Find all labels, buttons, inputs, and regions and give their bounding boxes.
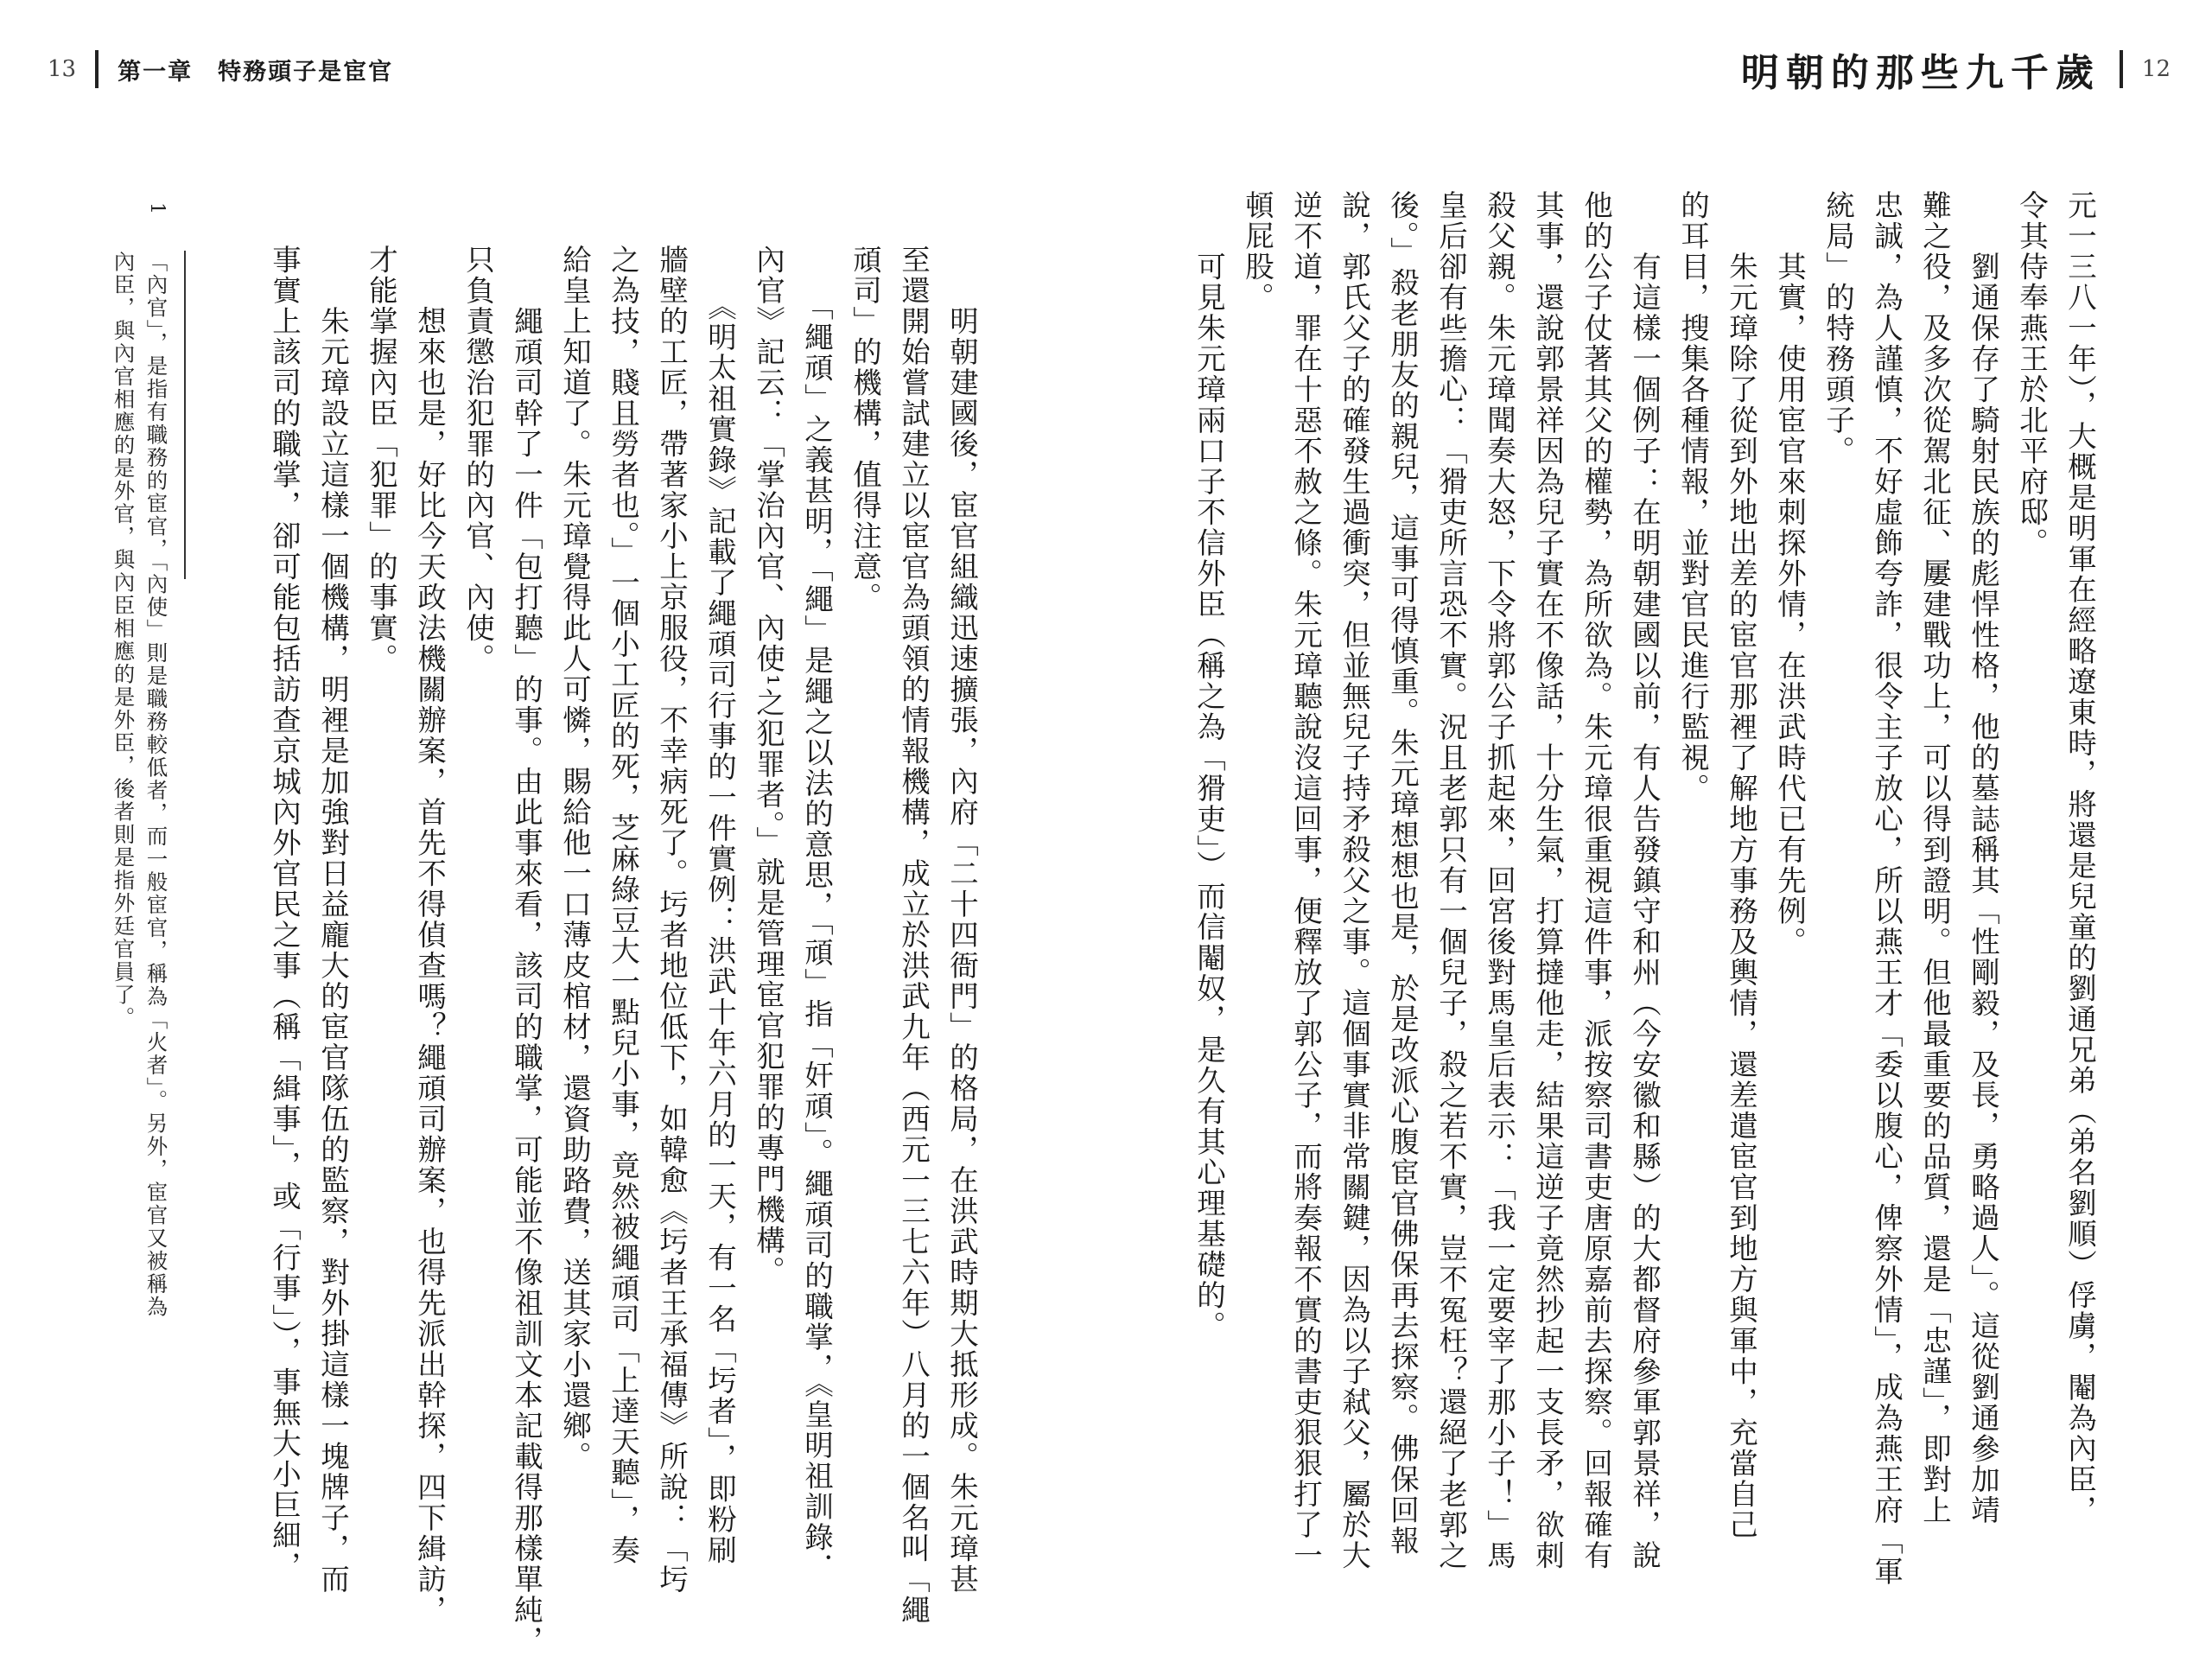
left-page-number: 13 [48,56,77,82]
right-page [1106,0,2212,1588]
right-text-column-4: 難之役，及多次從駕北征、屢建戰功上，可以得到證明。但他最重要的品質，還是「忠謹」，即對上 [1917,190,1952,1526]
header-divider [95,50,99,88]
header-divider [2120,50,2123,88]
right-page-header [1740,50,2171,95]
footnote-line-1: 「內官」，是指有職務的宦官，「內使」則是職務較低者，而一般宦官，稱為「火者」。另外，宦官又被稱為 [143,251,169,1319]
right-text-column-12: 其事，還說郭景祥因為兒子實在不像話，十分生氣，打算撻他走，結果這逆子竟然抄起一支長矛，欲刺 [1530,190,1565,1571]
left-text-column-11: 只負責懲治犯罪的內官、內使。 [461,245,495,674]
right-text-column-9: 的耳目，搜集各種情報，並對官民進行監視。 [1675,190,1710,804]
right-text-column-7: 其實，使用宦官來刺探外情，在洪武時代已有先例。 [1772,190,1807,958]
right-text-column-8: 朱元璋除了從到外地出差的宦官那裡了解地方事務及輿情，還差遣宦官到地方與軍中，充當自己 [1724,190,1758,1540]
right-text-column-14: 皇后卻有些擔心：「猾吏所言恐不實。況且老郭只有一個兒子，殺之若不實，豈不冤枉？還絕了老郭之 [1433,190,1468,1571]
left-text-column-3: 頑司」的機構，值得注意。 [848,245,882,613]
footnote-number: 1 [146,202,168,216]
right-text-column-10: 有這樣一個例子：在明朝建國以前，有人告發鎮守和州（今安徽和縣）的大都督府參軍郭景祥，說 [1627,190,1662,1571]
footnote-rule [184,251,186,579]
right-text-column-13: 殺父親。朱元璋聞奏大怒，下令將郭公子抓起來，回宮後對馬皇后表示：「我一定要宰了那小子！」馬 [1482,190,1516,1571]
left-text-column-12: 想來也是，好比今天政法機關辦案，首先不得偵查嗎？繩頑司辦案，也得先派出幹探，四下緝訪， [412,245,447,1626]
left-text-column-15: 事實上該司的職掌，卻可能包括訪查京城內外官民之事（稱「緝事」，或「行事」），事無大小巨細， [267,245,302,1583]
chapter-title: 第一章 特務頭子是宦官 [118,58,394,86]
left-text-column-5: 內官》記云：「掌治內官、內使¹之犯罪者。」就是管理宦官犯罪的專門機構。 [751,245,785,1287]
right-text-column-18: 頓屁股。 [1240,190,1274,313]
left-text-column-1: 明朝建國後，宦官組織迅速擴張，內府「二十四衙門」的格局，在洪武時期大抵形成。朱元璋甚 [944,245,979,1595]
right-text-column-1: 元一三八一年），大概是明軍在經略遼東時，將還是兒童的劉通兄弟（弟名劉順）俘虜，閹為內臣， [2063,190,2097,1526]
right-text-column-19: 可見朱元璋兩口子不信外臣（稱之為「猾吏」）而信閹奴，是久有其心理基礎的。 [1192,190,1226,1342]
right-page-number: 12 [2141,56,2171,82]
footnote-line-2: 內臣，與內官相應的是外官，與內臣相應的是外臣，後者則是指外廷官員了。 [111,251,137,1029]
right-text-column-15: 後。」殺老朋友的親兒，這事可得慎重。朱元璋想想也是，於是改派心腹宦官佛保再去探察。佛保回報 [1385,190,1420,1557]
left-page-header [48,50,393,88]
right-text-column-3: 劉通保存了騎射民族的彪悍性格，他的墓誌稱其「性剛毅，及長，勇略過人」。這從劉通參加靖 [1966,190,2000,1526]
left-text-column-14: 朱元璋設立這樣一個機構，明裡是加強對日益龐大的宦官隊伍的監察，對外掛這樣一塊牌子，而 [315,245,350,1595]
right-text-column-6: 統局」的特務頭子。 [1821,190,1855,467]
left-text-column-10: 繩頑司幹了一件「包打聽」的事。由此事來看，該司的職掌，可能並不像祖訓文本記載得那樣單純， [509,245,543,1656]
right-text-column-11: 他的公子仗著其父的權勢，為所欲為。朱元璋很重視這件事，派按察司書吏唐原嘉前去探察。回報確有 [1579,190,1613,1571]
left-text-column-6: 《明太祖實錄》記載了繩頑司行事的一件實例：洪武十年六月的一天，有一名「圬者」，即粉刷 [702,245,737,1566]
left-text-column-2: 至還開始嘗試建立以宦官為頭領的情報機構，成立於洪武九年（西元一三七六年）八月的一個名叫「繩 [896,245,931,1626]
left-text-column-4: 「繩頑」之義甚明，「繩」是繩之以法的意思，「頑」指「奸頑」。繩頑司的職掌，《皇明祖訓錄． [799,245,834,1584]
left-text-column-8: 之為技，賤且勞者也。」一個小工匠的死，芝麻綠豆大一點兒小事，竟然被繩頑司「上達天聽」，奏 [606,245,640,1566]
left-text-column-13: 才能掌握內臣「犯罪」的事實。 [364,245,398,674]
left-text-column-9: 給皇上知道了。朱元璋覺得此人可憐，賜給他一口薄皮棺材，還資助路費，送其家小還鄉。 [557,245,592,1472]
left-text-column-7: 牆壁的工匠，帶著家小上京服役，不幸病死了。圬者地位低下，如韓愈《圬者王承福傳》所說：「圬 [654,245,689,1595]
right-text-column-2: 令其侍奉燕王於北平府邸。 [2014,190,2049,558]
right-text-column-17: 逆不道，罪在十惡不赦之條。朱元璋聽說沒這回事，便釋放了郭公子，而將奏報不實的書吏狠狠打了一 [1288,190,1323,1571]
right-text-column-5: 忠誠，為人謹慎，不好虛飾夸詐，很令主子放心，所以燕王才「委以腹心，俾察外情」，成為燕王府「軍 [1869,190,1904,1588]
right-text-column-16: 說，郭氏父子的確發生過衝突，但並無兒子持矛殺父之事。這個事實非常關鍵，因為以子弒父，屬於大 [1337,190,1371,1571]
book-title: 明朝的那些九千歲 [1740,51,2101,95]
